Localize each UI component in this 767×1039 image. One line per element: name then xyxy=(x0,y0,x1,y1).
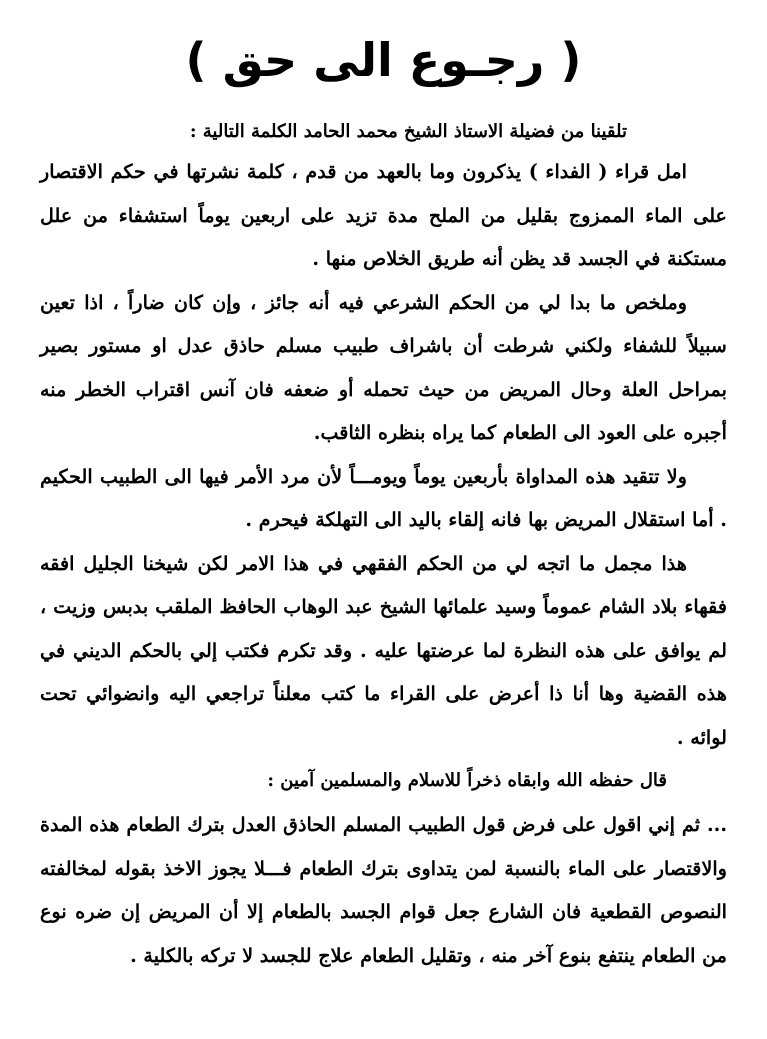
paragraph-1: امل قراء ( الفداء ) يذكرون وما بالعهد من قدم ، كلمة نشرتها في حكم الاقتصار على الماء الممزوج بقليل من الملح مدة تزيد على اربعين يوماً استشفاء من علل مستكنة في الجسد قد يظن أنه طريق الخلاص منها . xyxy=(40,160,727,270)
paragraph-4: هذا مجمل ما اتجه لي من الحكم الفقهي في هذا الامر لكن شيخنا الجليل افقه فقهاء بلاد الشام عموماً وسيد علمائها الشيخ عبد الوهاب الحافظ الملقب بدبس وزيت ، لم يوافق على هذه النظرة لما عرضتها عليه . وقد تكرم فكتب إلي بالحكم الديني في هذه القضية وها أنا ذا أعرض على القراء ما كتب معلناً تراجعي اليه وانضوائي تحت لوائه . xyxy=(40,551,727,749)
intro-line: تلقينا من فضيلة الاستاذ الشيخ محمد الحامد الكلمة التالية : xyxy=(189,121,627,142)
quote-intro-line: قال حفظه الله وابقاه ذخراً للاسلام والمسلمين آمين : xyxy=(267,770,667,791)
quote-paragraph: ... ثم إني اقول على فرض قول الطبيب المسلم الحاذق العدل بترك الطعام هذه المدة والاقتصار على الماء بالنسبة لمن يتداوى بترك الطعام فـــلا يجوز الاخذ بقوله لمخالفته النصوص القطعية فان الشارع جعل قوام الجسد بالطعام إلا أن المريض إن ضره نوع من الطعام ينتفع بنوع آخر منه ، وتقليل الطعام علاج للجسد لا تركه بالكلية . xyxy=(40,813,727,967)
article-title: ( رجـوع الى حق ) xyxy=(185,33,582,87)
paragraph-3: ولا تتقيد هذه المداواة بأربعين يوماً ويومـــاً لأن مرد الأمر فيها الى الطبيب الحكيم . أما استقلال المريض بها فانه إلقاء باليد الى التهلكة فيحرم . xyxy=(40,464,727,531)
paragraph-2: وملخص ما بدا لي من الحكم الشرعي فيه أنه جائز ، وإن كان ضاراً ، اذا تعين سبيلاً للشفاء ولكني شرطت أن باشراف طبيب مسلم حاذق عدل او مستور بصير بمراحل العلة وحال المريض من حيث تحمله أو ضعفه فان آنس اقتراب الخطر منه أجبره على العود الى الطعام كما يراه بنظره الثاقب. xyxy=(40,290,727,444)
